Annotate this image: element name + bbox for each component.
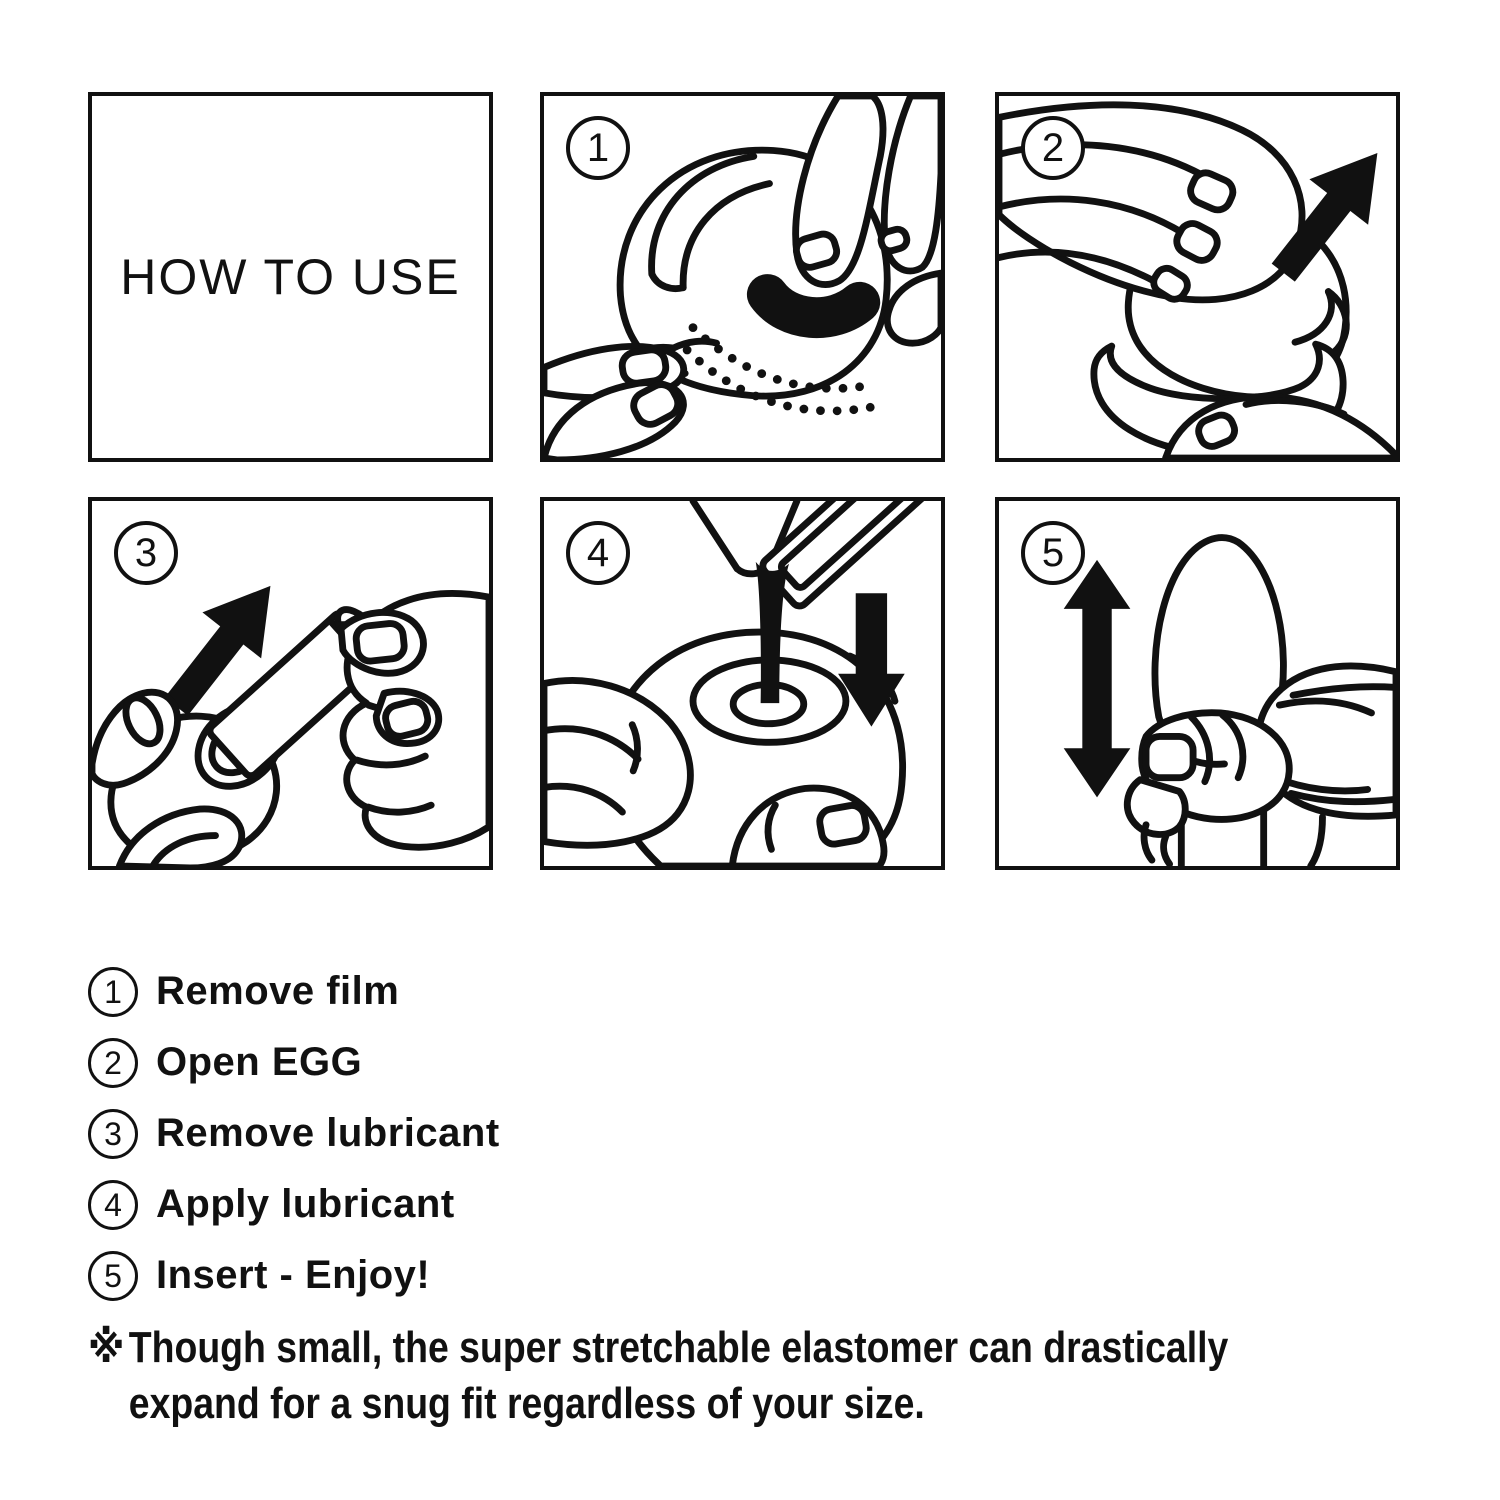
- step-label: Open EGG: [156, 1040, 363, 1084]
- footnote-line-1: Though small, the super stretchable elastomer can drastically: [128, 1323, 1229, 1372]
- instruction-item: [88, 956, 500, 1027]
- step-number: 2: [1041, 126, 1065, 170]
- instruction-item: [88, 1240, 500, 1311]
- intro-panel: [88, 92, 493, 462]
- step-number-badge: [1021, 116, 1085, 180]
- panel-step-5: [995, 497, 1400, 870]
- step-circle-number: 2: [88, 1038, 138, 1088]
- step-number-badge: [566, 116, 630, 180]
- instruction-item: [88, 1169, 500, 1240]
- reference-mark: ※: [88, 1323, 125, 1372]
- step-circle-number: 5: [88, 1251, 138, 1301]
- footnote-line-2: expand for a snug fit regardless of your size.: [128, 1379, 925, 1428]
- instruction-item: [88, 1027, 500, 1098]
- panel-step-1: [540, 92, 945, 462]
- footnote: [88, 1320, 1482, 1432]
- step-number-badge: [566, 521, 630, 585]
- step-label: Remove film: [156, 969, 400, 1013]
- step-circle-number: 4: [88, 1180, 138, 1230]
- step-label: Insert - Enjoy!: [156, 1253, 431, 1297]
- step-number-badge: [1021, 521, 1085, 585]
- step-circle-number: 1: [88, 967, 138, 1017]
- step-number: 5: [1041, 531, 1065, 575]
- sheet-title: HOW TO USE: [120, 249, 461, 305]
- step-label: Apply lubricant: [156, 1182, 455, 1226]
- step-label: Remove lubricant: [156, 1111, 500, 1155]
- instruction-item: [88, 1098, 500, 1169]
- step-number: 1: [586, 126, 610, 170]
- instruction-list: [88, 956, 500, 1311]
- footnote-text: [129, 1320, 1229, 1432]
- step-number: 4: [586, 531, 610, 575]
- arrow-up-down-icon: [1064, 560, 1131, 797]
- panel-step-2: [995, 92, 1400, 462]
- panel-step-3: [88, 497, 493, 870]
- panel-step-4: [540, 497, 945, 870]
- step-number: 3: [134, 531, 158, 575]
- step-number-badge: [114, 521, 178, 585]
- step-circle-number: 3: [88, 1109, 138, 1159]
